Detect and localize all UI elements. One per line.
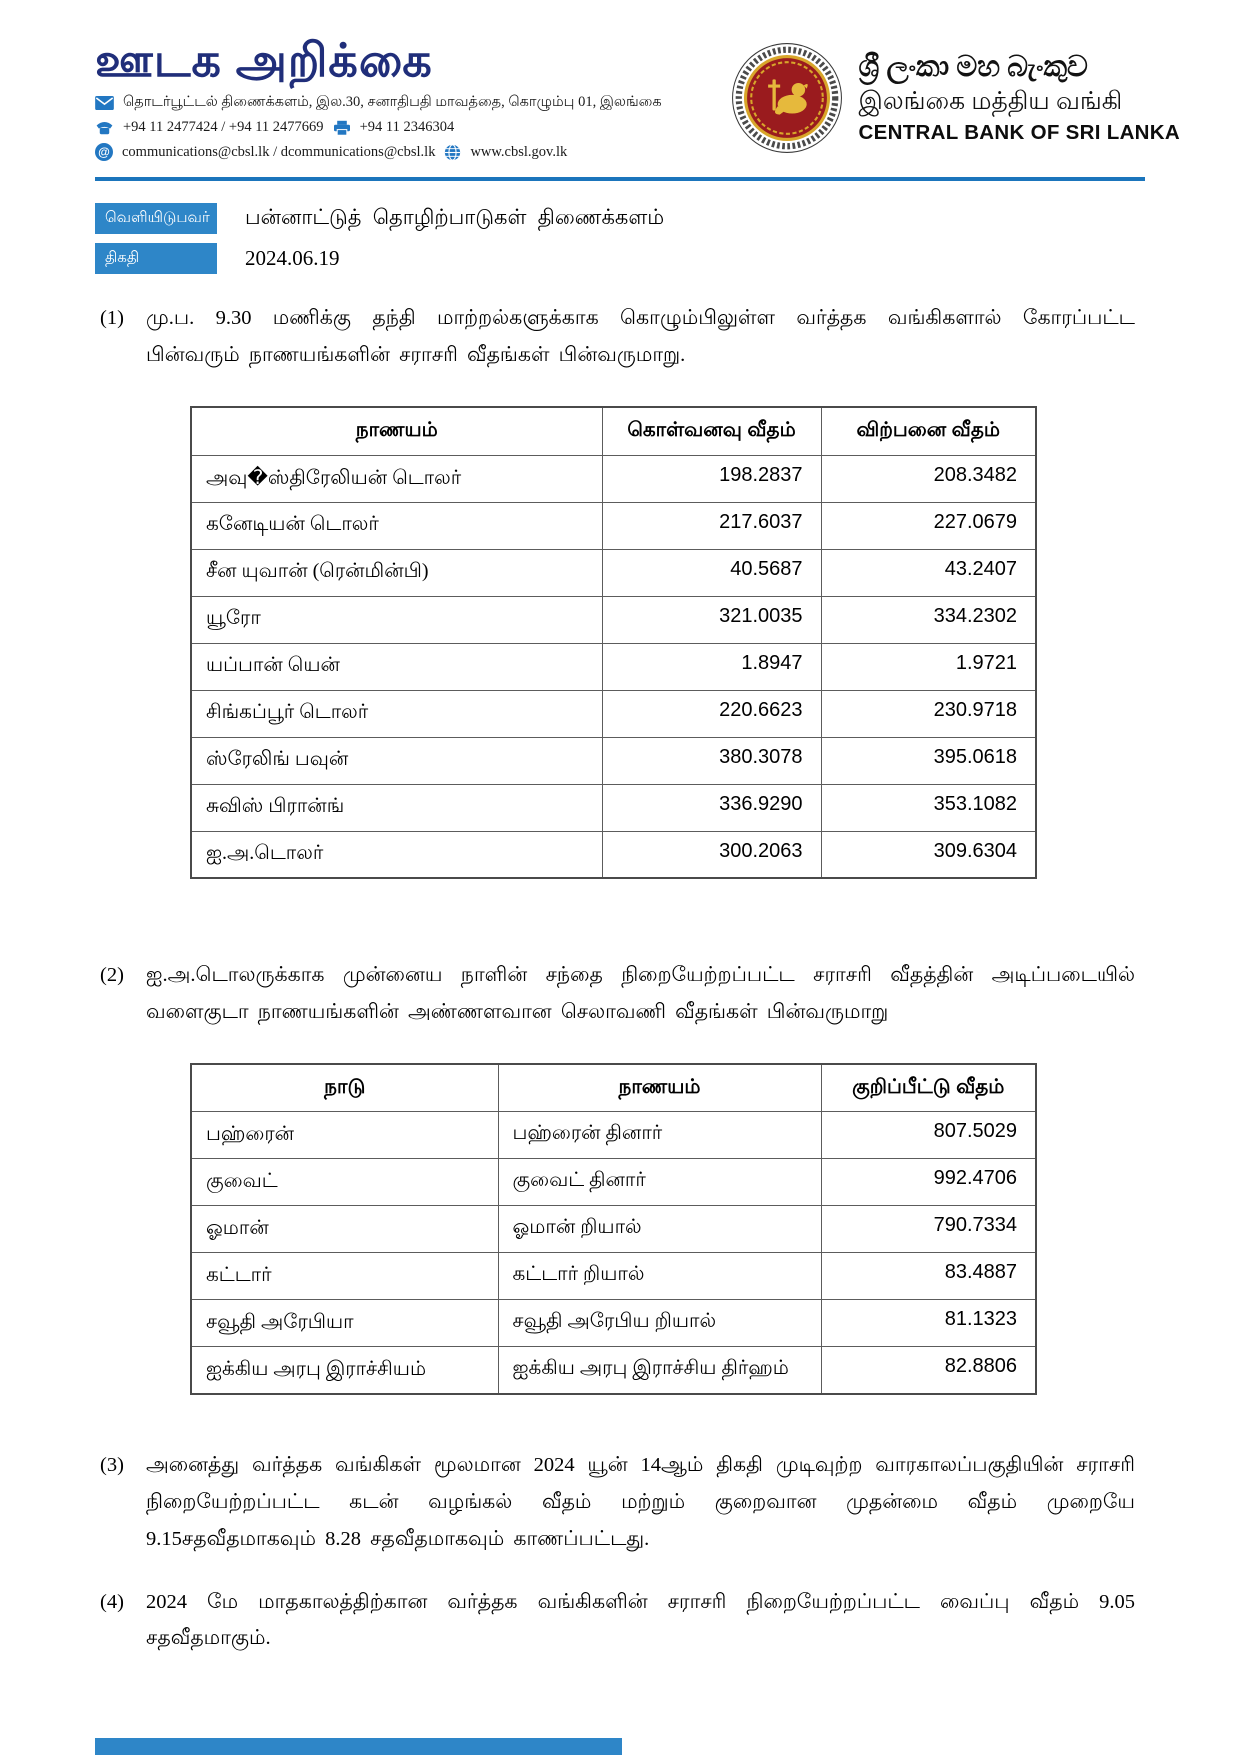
email-line: [95, 143, 662, 161]
table-cell: 217.6037: [602, 502, 821, 549]
column-header: விற்பனை வீதம்: [821, 407, 1036, 455]
table-cell: சுவிஸ் பிரான்ங்: [191, 784, 602, 831]
exchange-rates-table: [190, 406, 1037, 879]
table-cell: 208.3482: [821, 455, 1036, 502]
table-row: [191, 596, 1036, 643]
paragraph-text: மு.ப. 9.30 மணிக்கு தந்தி மாற்றல்களுக்காக கொழும்பிலுள்ள வர்த்தக வங்கிகளால் கோரப்பட்ட பின்வரும் நாணயங்களின் சராசரி வீதங்கள் பின்வருமாறு.: [146, 307, 1135, 367]
table-cell: 81.1323: [821, 1300, 1036, 1347]
table-cell: 807.5029: [821, 1112, 1036, 1159]
table-header-row: [191, 1064, 1036, 1112]
table-cell: 198.2837: [602, 455, 821, 502]
table-cell: 227.0679: [821, 502, 1036, 549]
table-row: [191, 1347, 1036, 1394]
table-row: [191, 1159, 1036, 1206]
table-cell: 83.4887: [821, 1253, 1036, 1300]
date-value: 2024.06.19: [245, 246, 340, 271]
table-header-row: [191, 407, 1036, 455]
paragraph-text: 2024 மே மாதகாலத்திற்கான வர்த்தக வங்கிகளின் சராசரி நிறையேற்றப்பட்ட வைப்பு வீதம் 9.05 சதவீதமாகும்.: [146, 1590, 1135, 1650]
email-addresses: communications@cbsl.lk / dcommunications@cbsl.lk: [122, 143, 436, 160]
table-header-row: [191, 1064, 1036, 1112]
table-cell: 992.4706: [821, 1159, 1036, 1206]
table-cell: 1.9721: [821, 643, 1036, 690]
paragraph-2: [100, 957, 1135, 1031]
fax-number: +94 11 2346304: [359, 119, 455, 136]
issuer-row: [95, 203, 1240, 234]
release-meta: [95, 203, 1240, 274]
table-row: [191, 1300, 1036, 1347]
media-release-title: ஊடக அறிக்கை: [95, 34, 433, 86]
paragraph-number: (1): [100, 307, 124, 330]
table-cell: 353.1082: [821, 784, 1036, 831]
masthead: [95, 36, 662, 161]
fax-printer-icon: [333, 120, 351, 136]
bank-names: [859, 51, 1180, 145]
paragraph-text: அனைத்து வர்த்தக வங்கிகள் மூலமான 2024 யூன் 14ஆம் திகதி முடிவுற்ற வாரகாலப்பகுதியின் சராசரி நிறையேற்றப்பட்ட கடன் வழங்கல் வீதம் மற்றும் குறைவான முதன்மை வீதம் முறையே 9.15சதவீதமாகவும் 8.28 சதவீதமாகவும் காணப்பட்டது.: [146, 1453, 1135, 1550]
table-cell: 395.0618: [821, 737, 1036, 784]
table-cell: குவைட்: [191, 1159, 498, 1206]
bank-name-tamil: இலங்கை மத்திய வங்கி: [858, 87, 1123, 115]
header: [0, 0, 1240, 161]
table-row: [191, 784, 1036, 831]
paragraph-text: ஐ.அ.டொலருக்காக முன்னைய நாளின் சந்தை நிறையேற்றப்பட்ட சராசரி வீதத்தின் அடிப்படையில் வளைகுடா நாணயங்களின் அண்ணளவான செலாவணி வீதங்கள் பின்வருமாறு: [146, 964, 1135, 1023]
table-row: [191, 690, 1036, 737]
table-cell: ஐக்கிய அரபு இராச்சியம்: [191, 1347, 498, 1394]
column-header: நாடு: [191, 1064, 498, 1112]
paragraph-number: (3): [100, 1453, 124, 1476]
table-row: [191, 1253, 1036, 1300]
paragraph-4: [100, 1584, 1135, 1658]
date-label: திகதி: [95, 243, 217, 274]
table-row: [191, 1112, 1036, 1159]
column-header: கொள்வனவு வீதம்: [602, 407, 821, 455]
cbsl-seal-logo: [731, 42, 843, 154]
table-row: [191, 1206, 1036, 1253]
phone-numbers: +94 11 2477424 / +94 11 2477669: [123, 119, 324, 136]
issuer-label: வெளியிடுபவர்: [95, 203, 217, 234]
table-cell: 43.2407: [821, 549, 1036, 596]
address-line: [95, 94, 662, 112]
table-cell: 309.6304: [821, 831, 1036, 878]
envelope-icon: [95, 96, 114, 110]
bank-name-english: CENTRAL BANK OF SRI LANKA: [858, 121, 1180, 145]
table-cell: சீன யுவான் (ரென்மின்பி): [191, 549, 602, 596]
phone-icon: [95, 120, 114, 135]
column-header: குறிப்பீட்டு வீதம்: [821, 1064, 1036, 1112]
table-row: [191, 455, 1036, 502]
header-divider: [95, 177, 1145, 181]
table-cell: 790.7334: [821, 1206, 1036, 1253]
website-url: www.cbsl.gov.lk: [470, 143, 568, 160]
table-header-row: [191, 407, 1036, 455]
table-cell: 220.6623: [602, 690, 821, 737]
date-row: [95, 243, 1240, 274]
table-row: [191, 502, 1036, 549]
table-cell: பஹ்ரைன் தினார்: [498, 1112, 821, 1159]
table-cell: குவைட் தினார்: [498, 1159, 821, 1206]
address-text: தொடர்பூட்டல் திணைக்களம், இல.30, சனாதிபதி மாவத்தை, கொழும்பு 01, இலங்கை: [123, 94, 662, 111]
paragraph-1: [100, 300, 1135, 374]
table-cell: 230.9718: [821, 690, 1036, 737]
table-cell: கட்டார்: [191, 1253, 498, 1300]
table-cell: 40.5687: [602, 549, 821, 596]
table-cell: 82.8806: [821, 1347, 1036, 1394]
table-cell: சவூதி அரேபிய றியால்: [498, 1300, 821, 1347]
table-cell: யப்பான் யென்: [191, 643, 602, 690]
table-cell: யூரோ: [191, 596, 602, 643]
column-header: நாணயம்: [498, 1064, 821, 1112]
table-cell: 334.2302: [821, 596, 1036, 643]
table-row: [191, 549, 1036, 596]
table-cell: 1.8947: [602, 643, 821, 690]
paragraph-3: [100, 1447, 1135, 1558]
table-cell: ஐக்கிய அரபு இராச்சிய திர்ஹம்: [498, 1347, 821, 1394]
table-cell: கட்டார் றியால்: [498, 1253, 821, 1300]
table-cell: ஐ.அ.டொலர்: [191, 831, 602, 878]
table-cell: சவூதி அரேபியா: [191, 1300, 498, 1347]
at-icon: @: [95, 143, 113, 161]
table-row: [191, 831, 1036, 878]
table-cell: 380.3078: [602, 737, 821, 784]
bank-identity: [731, 36, 1180, 154]
table-cell: சிங்கப்பூர் டொலர்: [191, 690, 602, 737]
table-row: [191, 737, 1036, 784]
column-header: நாணயம்: [191, 407, 602, 455]
table-cell: ஓமான் றியால்: [498, 1206, 821, 1253]
table-cell: கனேடியன் டொலர்: [191, 502, 602, 549]
globe-icon: [444, 144, 461, 161]
table-cell: அவு�ஸ்திரேலியன் டொலர்: [191, 455, 602, 502]
issuer-value: பன்னாட்டுத் தொழிற்பாடுகள் திணைக்களம்: [245, 205, 665, 230]
table-cell: 321.0035: [602, 596, 821, 643]
table-cell: ஓமான்: [191, 1206, 498, 1253]
phone-line: [95, 119, 662, 136]
footer-bar: [95, 1738, 622, 1755]
table-row: [191, 643, 1036, 690]
table-cell: பஹ்ரைன்: [191, 1112, 498, 1159]
paragraph-number: (2): [100, 964, 124, 987]
paragraph-number: (4): [100, 1590, 124, 1613]
table-cell: 336.9290: [602, 784, 821, 831]
table-cell: ஸ்ரேலிங் பவுன்: [191, 737, 602, 784]
table-cell: 300.2063: [602, 831, 821, 878]
bank-name-sinhala: ශ්‍රී ලංකා මහ බැංකුව: [858, 51, 1088, 84]
gulf-currencies-table: [190, 1063, 1037, 1395]
